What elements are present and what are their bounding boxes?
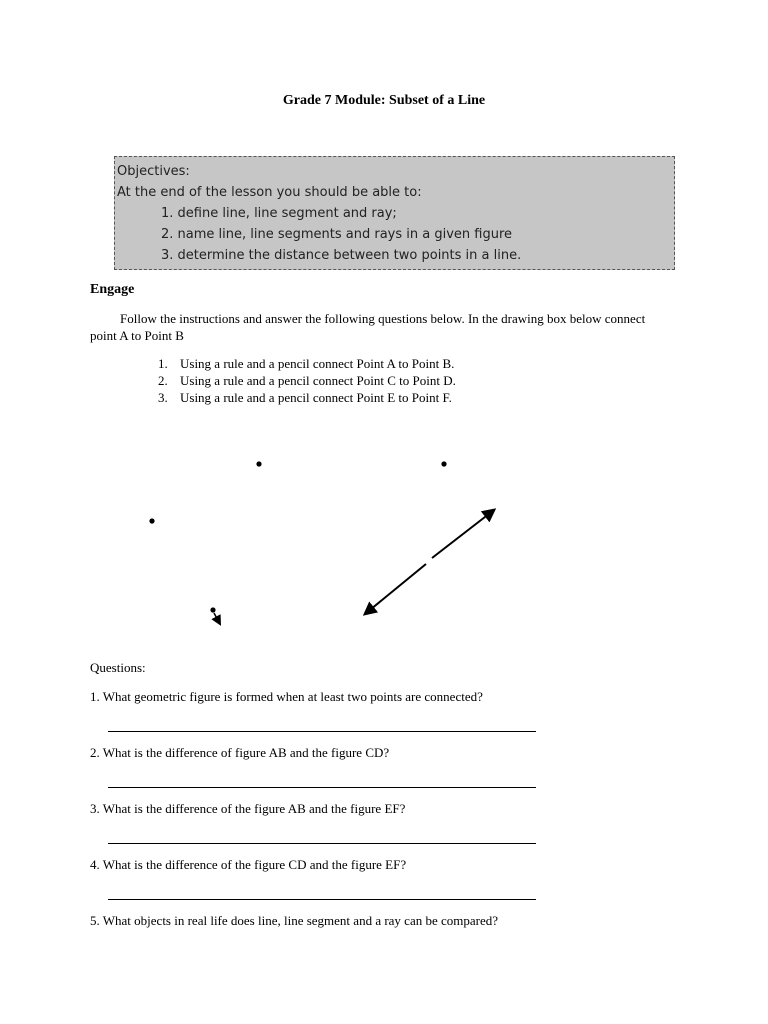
- point-dot: [441, 461, 446, 466]
- engage-paragraph-text: Follow the instructions and answer the following questions below. In the drawing box below connect point A to Point B: [90, 311, 646, 343]
- engage-heading: Engage: [90, 282, 135, 297]
- point-dot: [210, 607, 215, 612]
- answer-line[interactable]: [108, 731, 536, 732]
- point-dot: [256, 461, 261, 466]
- instruction-text: Using a rule and a pencil connect Point E to Point F.: [180, 390, 452, 405]
- answer-line[interactable]: [108, 787, 536, 788]
- question-item: 5. What objects in real life does line, line segment and a ray can be compared?: [90, 913, 499, 928]
- question-item: 3. What is the difference of the figure AB and the figure EF?: [90, 801, 406, 816]
- instruction-number: 1.: [158, 356, 168, 371]
- question-item: 2. What is the difference of figure AB and the figure CD?: [90, 745, 390, 760]
- question-item: 4. What is the difference of the figure CD and the figure EF?: [90, 857, 407, 872]
- objective-item: 2. name line, line segments and rays in a given figure: [161, 227, 513, 242]
- point-dot: [149, 518, 154, 523]
- answer-line[interactable]: [108, 899, 536, 900]
- page-title: Grade 7 Module: Subset of a Line: [282, 93, 486, 108]
- instruction-text: Using a rule and a pencil connect Point C to Point D.: [180, 373, 456, 388]
- objective-item: 1. define line, line segment and ray;: [161, 206, 397, 221]
- objectives-heading: Objectives:: [117, 164, 190, 179]
- objective-item: 3. determine the distance between two points in a line.: [161, 248, 522, 263]
- instruction-text: Using a rule and a pencil connect Point A to Point B.: [180, 356, 455, 371]
- segment-lower: [365, 564, 426, 614]
- instruction-number: 2.: [158, 373, 168, 388]
- question-item: 1. What geometric figure is formed when at least two points are connected?: [90, 689, 483, 704]
- instruction-number: 3.: [158, 390, 168, 405]
- ray-arrow: [214, 613, 220, 624]
- segment-upper: [432, 510, 494, 558]
- questions-heading: Questions:: [90, 660, 146, 675]
- answer-line[interactable]: [108, 843, 536, 844]
- objectives-intro: At the end of the lesson you should be able to:: [117, 185, 422, 200]
